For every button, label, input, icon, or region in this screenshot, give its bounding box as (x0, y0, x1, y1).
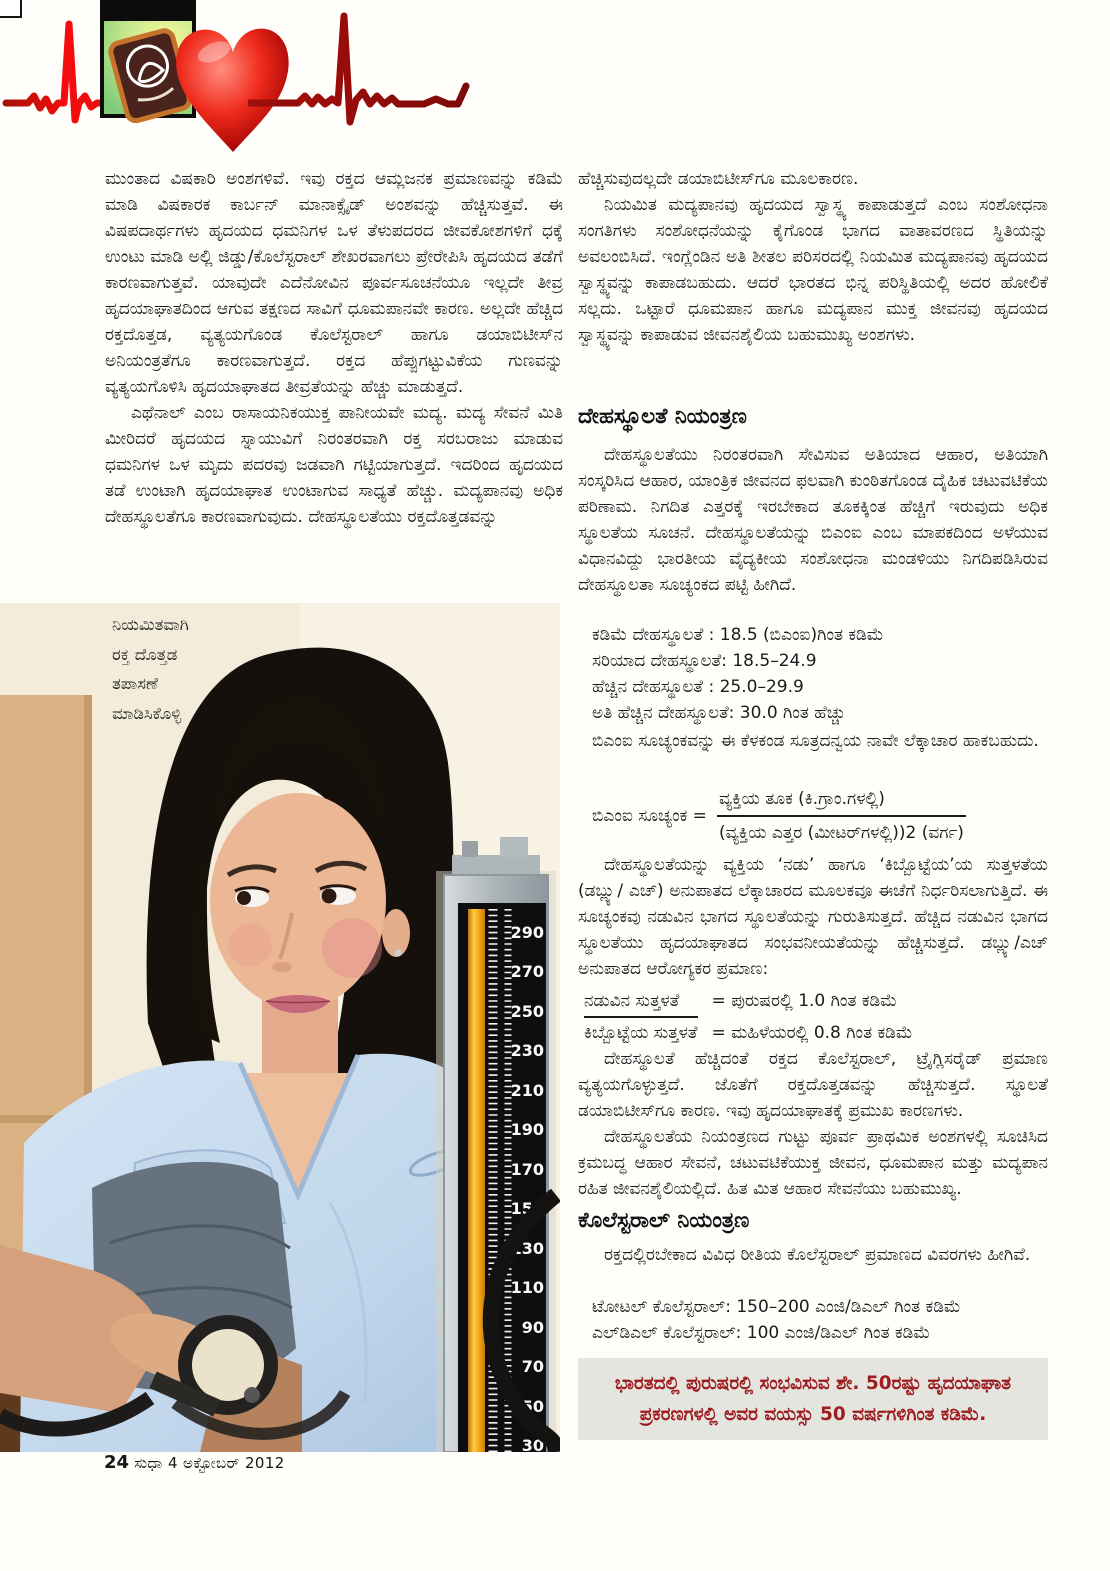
gauge-label: 90 (521, 1318, 544, 1337)
section-heading-obesity: ದೇಹಸ್ಥೂಲತೆ ನಿಯಂತ್ರಣ (578, 404, 747, 429)
cholesterol-levels-list (578, 1294, 1048, 1350)
wh-ratio-denominator: ಕಿಬ್ಬೊಟ್ಟೆಯ ಸುತ್ತಳತೆ (584, 1023, 698, 1043)
wh-ratio-men-value: = ಪುರುಷರಲ್ಲಿ 1.0 ಗಿಂತ ಕಡಿಮೆ (711, 991, 898, 1011)
wh-ratio-formula (578, 988, 1048, 1047)
earring (395, 950, 402, 957)
bmi-formula (578, 786, 1048, 846)
header-graphic (0, 0, 560, 170)
gauge-label: 130 (510, 1239, 544, 1258)
waist-hip-paragraph (578, 852, 1048, 986)
highlight-fact-line: ಭಾರತದಲ್ಲಿ ಪುರುಷರಲ್ಲಿ ಸಂಭವಿಸುವ ಶೇ. 50ರಷ್ಟು ಹೃದಯಾಘಾತ (614, 1373, 1012, 1394)
cholesterol-intro (578, 1242, 1048, 1294)
bmi-scale-item: ಹೆಚ್ಚಿನ ದೇಹಸ್ಥೂಲತೆ : 25.0–29.9 (592, 677, 804, 697)
bmi-scale-item: ಸರಿಯಾದ ದೇಹಸ್ಥೂಲತೆ: 18.5–24.9 (592, 651, 817, 671)
left-column (105, 166, 563, 602)
bmi-scale-item: ಕಡಿಮೆ ದೇಹಸ್ಥೂಲತೆ : 18.5 (ಬಿಎಂಐ)ಗಿಂತ ಕಡಿಮೆ (592, 625, 884, 645)
mercury-column (468, 909, 485, 1452)
gauge-label: 170 (510, 1160, 544, 1179)
paragraph-moderate-drinking: ನಿಯಮಿತ ಮದ್ಯಪಾನವು ಹೃದಯದ ಸ್ವಾಸ್ಥ್ಯ ಕಾಪಾಡುತ್ತದೆ ಎಂಬ ಸಂಶೋಧನಾ ಸಂಗತಿಗಳು ಸಂಶೋಧನೆಯನ್ನು ಕೈಗೊಂಡ ಭಾಗದ ವಾತಾವರಣದ ಸ್ಥಿತಿಯನ್ನು ಅವಲಂಬಿಸಿದೆ. ಇಂಗ್ಲೆಂಡಿನ ಅತಿ ಶೀತಲ ಪರಿಸರದಲ್ಲಿ ನಿಯಮಿತ ಮದ್ಯಪಾನವು ಹೃದಯದ ಸ್ವಾಸ್ಥ್ಯವನ್ನು ಕಾಪಾಡಬಹುದು. ಆದರೆ ಭಾರತದ ಭಿನ್ನ ಪರಿಸ್ಥಿತಿಯಲ್ಲಿ ಅದರ ಹೋಲಿಕೆ ಸಲ್ಲದು. ಒಟ್ಟಾರೆ ಧೂಮಪಾನ ಹಾಗೂ ಮದ್ಯಪಾನ ಮುಕ್ತ ಜೀವನವು ಹೃದಯದ ಸ್ವಾಸ್ಥ್ಯವನ್ನು ಕಾಪಾಡುವ ಜೀವನಶೈಲಿಯ ಬಹುಮುಖ್ಯ ಅಂಶಗಳು. (578, 195, 1048, 345)
obesity-effects-and-control (578, 1046, 1048, 1204)
bmi-formula-numerator: ವ್ಯಕ್ತಿಯ ತೂಕ (ಕಿ.ಗ್ರಾಂ.ಗಳಲ್ಲಿ) (717, 786, 966, 817)
caption-line: ನಿಯಮಿತವಾಗಿ (112, 615, 189, 634)
bmi-scale-item: ಅತಿ ಹೆಚ್ಚಿನ ದೇಹಸ್ಥೂಲತೆ: 30.0 ಗಿಂತ ಹೆಚ್ಚು (592, 703, 846, 723)
gauge-label: 210 (510, 1081, 544, 1100)
page-number: 24 (104, 1452, 130, 1473)
sphygmomanometer-gauge (436, 837, 556, 1452)
gauge-label: 70 (521, 1357, 544, 1376)
paragraph-alcohol-effects: ಎಥೆನಾಲ್ ಎಂಬ ರಾಸಾಯನಿಕಯುಕ್ತ ಪಾನೀಯವೇ ಮದ್ಯ. ಮದ್ಯ ಸೇವನೆ ಮಿತಿ ಮೀರಿದರೆ ಹೃದಯದ ಸ್ನಾಯುವಿಗೆ ನಿರಂತರವಾಗಿ ರಕ್ತ ಸರಬರಾಜು ಮಾಡುವ ಧಮನಿಗಳ ಒಳ ಮೃದು ಪದರವು ಜಡವಾಗಿ ಗಟ್ಟಿಯಾಗುತ್ತದೆ. ಇದರಿಂದ ಹೃದಯದ ತಡೆ ಉಂಟಾಗಿ ಹೃದಯಾಘಾತ ಉಂಟಾಗುವ ಸಾಧ್ಯತೆ ಹೆಚ್ಚು. ಮದ್ಯಪಾನವು ಅಧಿಕ ದೇಹಸ್ಥೂಲತೆಗೂ ಕಾರಣವಾಗುವುದು. ದೇಹಸ್ಥೂಲತೆಯು ರಕ್ತದೊತ್ತಡವನ್ನು (105, 403, 563, 527)
obesity-intro (578, 442, 1048, 620)
right-column-intro (578, 166, 1048, 400)
caption-line: ರಕ್ತ ದೊತ್ತಡ (112, 644, 178, 664)
heart-icon (176, 29, 288, 152)
gauge-label: 30 (521, 1436, 544, 1452)
highlight-fact-line: ಪ್ರಕರಣಗಳಲ್ಲಿ ಅವರ ವಯಸ್ಸು 50 ವರ್ಷಗಳಿಗಿಂತ ಕಡಿಮೆ. (639, 1404, 987, 1425)
gauge-label: 230 (510, 1041, 544, 1060)
gauge-label: 50 (521, 1397, 544, 1416)
page-footer (104, 1452, 285, 1473)
paragraph-obesity-control: ದೇಹಸ್ಥೂಲತೆಯ ನಿಯಂತ್ರಣದ ಗುಟ್ಟು ಪೂರ್ವ ಪ್ರಾಥಮಿಕ ಅಂಶಗಳಲ್ಲಿ ಸೂಚಿಸಿದ ಕ್ರಮಬದ್ಧ ಆಹಾರ ಸೇವನೆ, ಚಟುವಟಿಕೆಯುಕ್ತ ಜೀವನ, ಧೂಮಪಾನ ಮತ್ತು ಮದ್ಯಪಾನ ರಹಿತ ಜೀವನಶೈಲಿಯಲ್ಲಿದೆ. ಹಿತ ಮಿತ ಆಹಾರ ಸೇವನೆಯು ಬಹುಮುಖ್ಯ. (578, 1127, 1048, 1199)
issue-date: 4 ಅಕ್ಟೋಬರ್ 2012 (167, 1454, 285, 1472)
gauge-label: 270 (510, 962, 544, 981)
paragraph-cholesterol-intro: ರಕ್ತದಲ್ಲಿರಬೇಕಾದ ವಿವಿಧ ರೀತಿಯ ಕೊಲೆಸ್ಟರಾಲ್ ಪ್ರಮಾಣದ ವಿವರಗಳು ಹೀಗಿವೆ. (604, 1245, 1031, 1265)
section-heading-cholesterol: ಕೊಲೆಸ್ಟರಾಲ್ ನಿಯಂತ್ರಣ (578, 1208, 750, 1233)
paragraph-smoking-effects: ಮುಂತಾದ ವಿಷಕಾರಿ ಅಂಶಗಳಿವೆ. ಇವು ರಕ್ತದ ಆಮ್ಲಜನಕ ಪ್ರಮಾಣವನ್ನು ಕಡಿಮೆ ಮಾಡಿ ವಿಷಕಾರಕ ಕಾರ್ಬನ್ ಮಾನಾಕ್ಸೈಡ್ ಅಂಶವನ್ನು ಹೆಚ್ಚಿಸುತ್ತವೆ. ಈ ವಿಷಪದಾರ್ಥಗಳು ಹೃದಯದ ಧಮನಿಗಳ ಒಳ ತೆಳುಪದರದ ಜೀವಕೋಶಗಳಿಗೆ ಧಕ್ಕೆ ಉಂಟು ಮಾಡಿ ಅಲ್ಲಿ ಜಿಡ್ಡು/ಕೊಲೆಸ್ಟರಾಲ್ ಶೇಖರವಾಗಲು ಪ್ರೇರೇಪಿಸಿ ಹೃದಯದ ತಡೆಗೆ ಕಾರಣವಾಗುತ್ತವೆ. ಯಾವುದೇ ಎದೆನೋವಿನ ಪೂರ್ವಸೂಚನೆಯೂ ಇಲ್ಲದೇ ತೀವ್ರ ಹೃದಯಾಘಾತದಿಂದ ಆಗುವ ತಕ್ಷಣದ ಸಾವಿಗೆ ಧೂಮಪಾನವೇ ಕಾರಣ. ಅಲ್ಲದೇ ಹೆಚ್ಚಿದ ರಕ್ತದೊತ್ತಡ, ವ್ಯತ್ಯಯಗೊಂಡ ಕೊಲೆಸ್ಟರಾಲ್ ಹಾಗೂ ಡಯಾಬಿಟೀಸ್‌ನ ಅನಿಯಂತ್ರತೆಗೂ ಕಾರಣವಾಗುತ್ತದೆ. ರಕ್ತದ ಹೆಪ್ಪುಗಟ್ಟುವಿಕೆಯ ಗುಣವನ್ನು ವ್ಯತ್ಯಯಗೊಳಿಸಿ ಹೃದಯಾಘಾತದ ತೀವ್ರತೆಯನ್ನು ಹೆಚ್ಚು ಮಾಡುತ್ತದೆ. (105, 169, 563, 397)
bmi-formula-fraction (717, 786, 966, 846)
gauge-label: 150 (510, 1199, 544, 1218)
paragraph-diabetes-root: ಹೆಚ್ಚಿಸುವುದಲ್ಲದೇ ಡಯಾಬಿಟೀಸ್‌ಗೂ ಮೂಲಕಾರಣ. (578, 169, 859, 189)
wh-ratio-women-value: = ಮಹಿಳೆಯರಲ್ಲಿ 0.8 ಗಿಂತ ಕಡಿಮೆ (711, 1023, 913, 1043)
cholesterol-level-item: ಟೋಟಲ್ ಕೊಲೆಸ್ಟರಾಲ್: 150–200 ಎಂಜಿ/ಡಿಎಲ್ ಗಿಂತ ಕಡಿಮೆ (592, 1297, 961, 1317)
paragraph-waist-hip: ದೇಹಸ್ಥೂಲತೆಯನ್ನು ವ್ಯಕ್ತಿಯ ‘ನಡು’ ಹಾಗೂ ‘ಕಿಬ್ಬೊಟ್ಟೆಯ’ಯ ಸುತ್ತಳತೆಯ (ಡಬ್ಲ್ಯು/ ಎಚ್) ಅನುಪಾತದ ಲೆಕ್ಕಾಚಾರದ ಮೂಲಕವೂ ಈಚೆಗೆ ನಿರ್ಧರಿಸಲಾಗುತ್ತಿದೆ. ಈ ಸೂಚ್ಯಂಕವು ನಡುವಿನ ಭಾಗದ ಸ್ಥೂಲತೆಯನ್ನು ಗುರುತಿಸುತ್ತದೆ. ಹೆಚ್ಚಿದ ನಡುವಿನ ಭಾಗದ ಸ್ಥೂಲತೆಯು ಹೃದಯಾಘಾತದ ಸಂಭವನೀಯತೆಯನ್ನು ಹೆಚ್ಚಿಸುತ್ತದೆ. ಡಬ್ಲ್ಯು/ಎಚ್ ಅನುಪಾತದ ಆರೋಗ್ಯಕರ ಪ್ರಮಾಣ: (578, 855, 1048, 979)
gauge-label: 290 (510, 923, 544, 942)
photo-caption (112, 610, 322, 728)
wh-ratio-numerator: ನಡುವಿನ ಸುತ್ತಳತೆ (584, 988, 698, 1018)
caption-line: ಮಾಡಿಸಿಕೊಳ್ಳಿ (112, 703, 182, 723)
paragraph-obesity-effects: ದೇಹಸ್ಥೂಲತೆ ಹೆಚ್ಚಿದಂತೆ ರಕ್ತದ ಕೊಲೆಸ್ಟರಾಲ್, ಟ್ರೈಗ್ಲಿಸರೈಡ್ ಪ್ರಮಾಣ ವ್ಯತ್ಯಯಗೊಳ್ಳುತ್ತದೆ. ಜೊತೆಗೆ ರಕ್ತದೊತ್ತಡವನ್ನು ಹೆಚ್ಚಿಸುತ್ತದೆ. ಸ್ಥೂಲತೆ ಡಯಾಬಿಟೀಸ್‌ಗೂ ಕಾರಣ. ಇವು ಹೃದಯಾಘಾತಕ್ಕೆ ಪ್ರಮುಖ ಕಾರಣಗಳು. (578, 1049, 1048, 1121)
cholesterol-level-item: ಎಲ್‌ಡಿಎಲ್ ಕೊಲೆಸ್ಟರಾಲ್: 100 ಎಂಜಿ/ಡಿಎಲ್ ಗಿಂತ ಕಡಿಮೆ (592, 1323, 931, 1343)
gauge-label: 190 (510, 1120, 544, 1139)
caption-line: ತಪಾಸಣೆ (112, 674, 158, 693)
gauge-label: 250 (510, 1002, 544, 1021)
bmi-formula-denominator: (ವ್ಯಕ್ತಿಯ ಎತ್ತರ (ಮೀಟರ್‌ಗಳಲ್ಲಿ))2 (ವರ್ಗ) (718, 823, 964, 843)
highlight-fact-box (578, 1358, 1048, 1440)
bp-check-photo (0, 603, 560, 1452)
magazine-name: ಸುಧಾ (134, 1454, 163, 1472)
bmi-formula-lhs: ಬಿಎಂಐ ಸೂಚ್ಯಂಕ = (592, 806, 707, 826)
gauge-label: 110 (510, 1278, 544, 1297)
bmi-note: ಬಿಎಂಐ ಸೂಚ್ಯಂಕವನ್ನು ಈ ಕೆಳಕಂಡ ಸೂತ್ರದನ್ವಯ ನಾವೇ ಲೆಕ್ಕಾಚಾರ ಹಾಕಬಹುದು. (592, 731, 1039, 751)
bmi-scale-list (578, 622, 1048, 726)
paragraph-obesity-intro: ದೇಹಸ್ಥೂಲತೆಯು ನಿರಂತರವಾಗಿ ಸೇವಿಸುವ ಅತಿಯಾದ ಆಹಾರ, ಅತಿಯಾಗಿ ಸಂಸ್ಕರಿಸಿದ ಆಹಾರ, ಯಾಂತ್ರಿಕ ಜೀವನದ ಫಲವಾಗಿ ಕುಂಠಿತಗೊಂಡ ದೈಹಿಕ ಚಟುವಟಿಕೆಯ ಪರಿಣಾಮ. ನಿಗದಿತ ಎತ್ತರಕ್ಕೆ ಇರಬೇಕಾದ ತೂಕಕ್ಕಿಂತ ಹೆಚ್ಚಿಗೆ ಇರುವುದು ಅಧಿಕ ಸ್ಥೂಲತೆಯ ಸೂಚನೆ. ದೇಹಸ್ಥೂಲತೆಯನ್ನು ಬಿಎಂಐ ಎಂಬ ಮಾಪಕದಿಂದ ಅಳೆಯುವ ವಿಧಾನವಿದ್ದು ಭಾರತೀಯ ವೈದ್ಯಕೀಯ ಸಂಶೋಧನಾ ಮಂಡಳಿಯು ನಿಗದಿಪಡಿಸಿರುವ ದೇಹಸ್ಥೂಲತಾ ಸೂಚ್ಯಂಕದ ಪಟ್ಟಿ ಹೀಗಿದೆ. (578, 445, 1048, 595)
